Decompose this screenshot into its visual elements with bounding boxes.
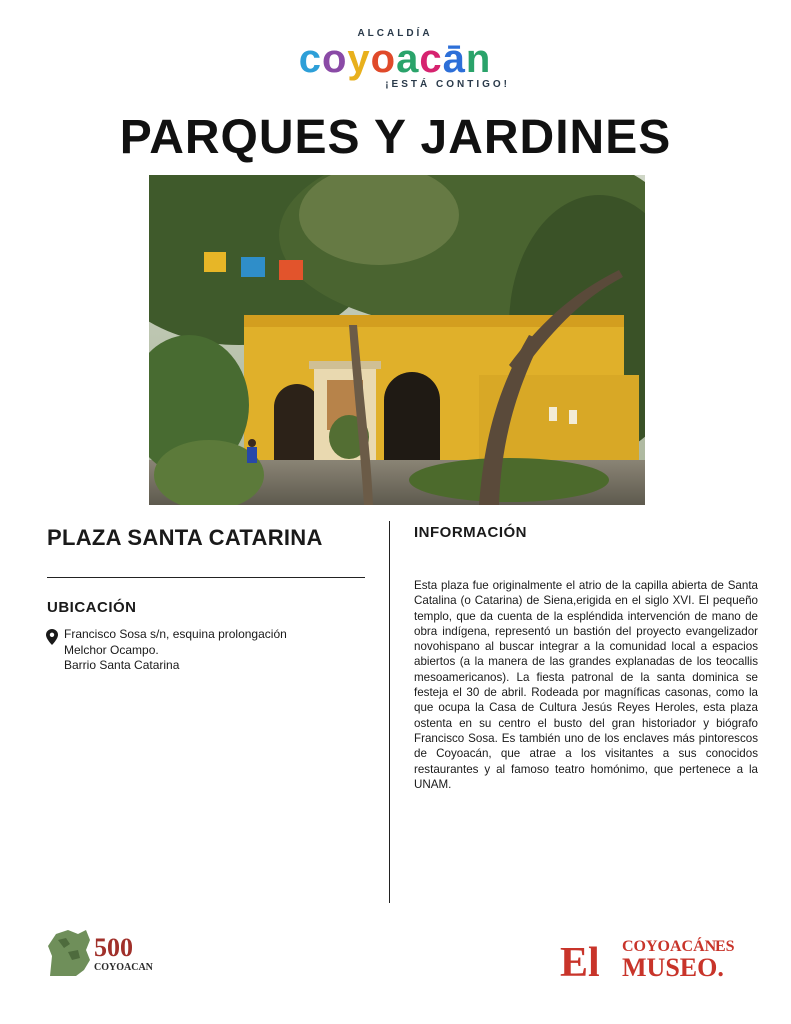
el-coyoacan-es-museo-logo <box>560 934 750 984</box>
location-pin-icon <box>46 629 58 645</box>
alcaldia-coyoacan-logo <box>270 28 520 98</box>
logo500-number: 500 <box>94 933 133 962</box>
museo-es: ES <box>715 938 735 955</box>
logo-letter: y <box>347 37 371 81</box>
column-divider <box>389 521 390 903</box>
address-line: Barrio Santa Catarina <box>64 658 180 672</box>
informacion-body: Esta plaza fue originalmente el atrio de la capilla abierta de Santa Catalina (o Catarina) de Siena,erigida en el siglo XVI. El pequeño templo, que da cuenta de la espléndida intervención de mano de obra indígena, representó un bastión del proyecto evangelizador novohispano al buscar integrar a la comunidad local a espacios abiertos (a la manera de las grandes explanadas de los teocallis mesoamericanos). La fiesta patronal de la santa dominica se festeja el 30 de abril. Rodeada por magníficas casonas, como la que ocupa la Casa de Cultura Jesús Reyes Heroles, esta plaza ostenta en su centro el busto del gran historiador y biógrafo Francisco Sosa. Es también uno de los enclaves más pintorescos de Coyoacán, que atrae a los visitantes a sus conocidos restaurantes y al famoso teatro homónimo, que pertenece a la UNAM. <box>414 579 758 791</box>
museo-coyoacan: COYOACÁN <box>622 938 717 955</box>
ubicacion-heading: UBICACIÓN <box>47 599 137 616</box>
logo-letter: ā <box>442 37 466 81</box>
museo-word: MUSEO. <box>622 953 724 982</box>
section-divider <box>47 577 365 578</box>
logo-letter: o <box>370 37 397 81</box>
logo-letter: a <box>396 37 420 81</box>
logo-letter: o <box>321 37 348 81</box>
address-line: Francisco Sosa s/n, esquina prolongación <box>64 627 287 641</box>
coyoacan-500-logo <box>46 926 156 980</box>
page-title: PARQUES Y JARDINES <box>119 111 672 164</box>
informacion-heading: INFORMACIÓN <box>414 524 527 541</box>
address-line: Melchor Ocampo. <box>64 642 159 657</box>
address-block <box>64 627 287 674</box>
logo-letter: c <box>298 37 322 81</box>
place-name-heading: PLAZA SANTA CATARINA <box>47 525 323 550</box>
plaza-photo <box>149 175 645 505</box>
logo-letter: c <box>419 37 443 81</box>
logo500-text: COYOACAN <box>94 962 153 973</box>
logo-letter: n <box>465 37 492 81</box>
logo-coyoacan-wordmark <box>270 39 520 79</box>
museo-el: El <box>560 940 600 984</box>
logo-alcaldia-text: ALCALDÍA <box>357 28 433 39</box>
logo-tagline: ¡ESTÁ CONTIGO! <box>385 79 510 90</box>
